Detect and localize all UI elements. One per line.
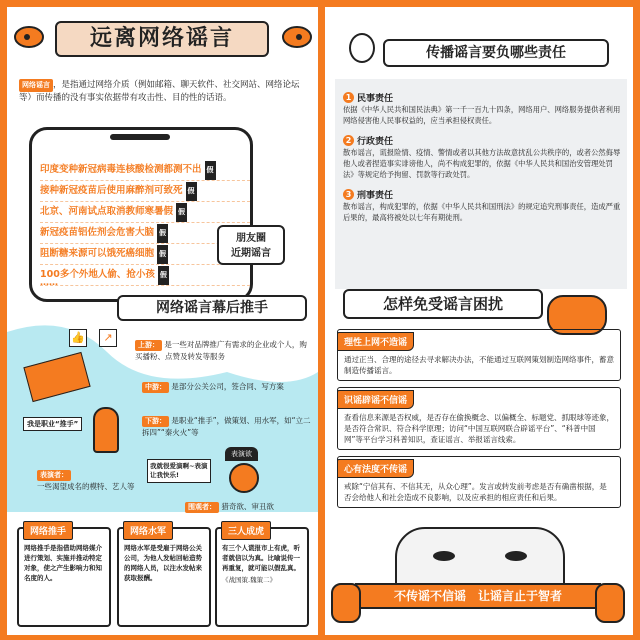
avoid-title: 怎样免受谣言困扰 [343, 289, 543, 319]
responsibility-title: 传播谣言要负哪些责任 [383, 39, 609, 67]
number-badge: 1 [343, 92, 354, 103]
fake-badge: 假 [176, 203, 187, 222]
face-illustration [395, 527, 565, 587]
intro-term: 网络谣言 [19, 79, 53, 92]
responsibility-item [343, 188, 623, 223]
fake-badge: 假 [205, 161, 216, 180]
definition-box-text: 网络推手是指借助网络媒介进行策划、实施并推动特定对象，使之产生影响力和知名度的人。 [24, 544, 102, 582]
rumor-item: 印度变种新冠病毒连核酸检测都测不出 假 [40, 160, 250, 181]
fake-badge: 假 [158, 266, 169, 285]
number-badge: 2 [343, 135, 354, 146]
right-panel [325, 7, 633, 635]
share-icon: ↗ [99, 329, 117, 347]
actor-row: 表演者： 一些渴望成名的模特、艺人等 [37, 471, 135, 491]
rumor-item: 100多个外地人偷、抢小孩 假 [40, 265, 250, 286]
tip-text: 查看信息来源是否权威，是否存在偷换概念、以偏概全、标题党、抓眼球等迹象，是否符合常识、符合科学原理；访问“中国互联网联合辟谣平台”、“科普中国网”等平台学习科普知识，查证谣言、举报谣言线索。 [344, 413, 614, 444]
tip-title: 理性上网不造谣 [337, 332, 414, 351]
tip-text: 通过正当、合理的途径去寻求解决办法，不能通过互联网策划制造网络事件，蓄意制造传播谣言。 [344, 355, 614, 375]
thumbs-up-icon: 👍 [69, 329, 87, 347]
tip-item [337, 387, 621, 450]
onlooker-row: 围观者： 猎奇欲、审丑欲 [185, 501, 315, 513]
tip-title: 识谣辟谣不信谣 [337, 390, 414, 409]
hat-label: 表演欲 [225, 447, 258, 461]
hand-icon [331, 583, 361, 623]
pro-pusher-bubble: 我是职业“推手” [23, 417, 82, 431]
midstream-row: 中游： 是部分公关公司，签合同、写方案 [142, 381, 312, 393]
responsibility-text: 依据《中华人民共和国民法典》第一千一百九十四条，网络用户、网络服务提供者利用网络侵害他人民事权益的，应当承担侵权责任。 [343, 105, 621, 125]
responsibility-text: 散布谣言，谎报险情、疫情、警情或者以其他方法故意扰乱公共秩序的，或者公然侮辱他人或者捏造事实诽谤他人，尚不构成犯罪的，依据《中华人民共和国治安管理处罚法》等规定给予拘留、罚款等行政处罚。 [343, 148, 621, 179]
definition-box [17, 527, 111, 627]
definition-box-source: 《战国策.魏策二》 [222, 576, 277, 584]
moments-label: 朋友圈 近期谣言 [217, 225, 285, 265]
tip-item [337, 329, 621, 381]
tips-list [337, 329, 621, 514]
upstream-row: 上游： 是一些对品牌推广有需求的企业或个人，购买播粉、点赞及转发等服务 [135, 340, 307, 361]
definition-box-title: 网络水军 [123, 521, 173, 540]
definition-box [117, 527, 211, 627]
tip-title: 心有法度不传谣 [337, 459, 414, 478]
responsibility-title: 3 刑事责任 [343, 188, 623, 201]
slogan-banner: 不传谣不信谣 让谣言止于智者 [355, 583, 601, 609]
tip-item [337, 456, 621, 508]
number-badge: 3 [343, 189, 354, 200]
page-title: 远离网络谣言 [55, 21, 269, 57]
left-panel [7, 7, 318, 635]
intro-text: 网络谣言 ，是指通过网络介质（例如邮箱、聊天软件、社交网站、网络论坛等）而传播的没有事实依据带有攻击性、目的性的话语。 [19, 80, 300, 103]
definition-box-title: 网络推手 [23, 521, 73, 540]
definition-box-text: 有三个人谎报市上有虎，听者就信以为真。比喻说传一再重复，就可能以假乱真。 [222, 544, 300, 572]
actor-character-icon [229, 463, 259, 493]
responsibility-item [343, 134, 623, 180]
rumor-list [40, 160, 250, 286]
eye-character-icon [349, 33, 375, 63]
definition-box [215, 527, 309, 627]
responsibility-list [343, 91, 623, 231]
fake-badge: 假 [186, 182, 197, 201]
rumor-item: 新冠疫苗铝佐剂会危害大脑 假 [40, 223, 250, 244]
phone-screen [29, 127, 253, 302]
fake-badge: 假 [157, 224, 168, 243]
rumor-item: 北京、河南试点取消教师寒暑假 假 [40, 202, 250, 223]
definition-box-text: 网络水军是受雇于网络公关公司，为他人发帖回帖造势的网络人员，以注水发帖来获取报酬。 [124, 544, 202, 582]
tip-text: 戒除“宁信其有、不信其无，从众心理”。发言或转发前考虑是否有确凿根据，是否会给他人和社会造成不良影响，以及应承担的相应责任和后果。 [344, 482, 607, 502]
pusher-character-icon [93, 407, 119, 453]
definition-box-title: 三人成虎 [221, 521, 271, 540]
actor-bubble: 我就很爱演啊~表演让我快乐! [147, 459, 211, 483]
ellipsis: …… [40, 278, 58, 288]
chain-title: 网络谣言幕后推手 [117, 295, 307, 321]
responsibility-title: 1 民事责任 [343, 91, 623, 104]
rumor-item: 接种新冠疫苗后使用麻醉剂可致死 假 [40, 181, 250, 202]
hand-icon [595, 583, 625, 623]
eye-icon [433, 551, 455, 561]
downstream-row: 下游： 是职业“推手”，做策划、用水军，如“立二拆四”“秦火火”等 [142, 416, 311, 437]
responsibility-text: 散布谣言，构成犯罪的，依据《中华人民共和国刑法》的规定追究刑事责任，造成严重后果的，最高将被处以七年有期徒刑。 [343, 202, 621, 222]
rumor-item: 阻断糖来源可以饿死癌细胞 假 [40, 244, 250, 265]
responsibility-title: 2 行政责任 [343, 134, 623, 147]
fake-badge: 假 [157, 245, 168, 264]
responsibility-item [343, 91, 623, 126]
eye-icon [505, 551, 527, 561]
